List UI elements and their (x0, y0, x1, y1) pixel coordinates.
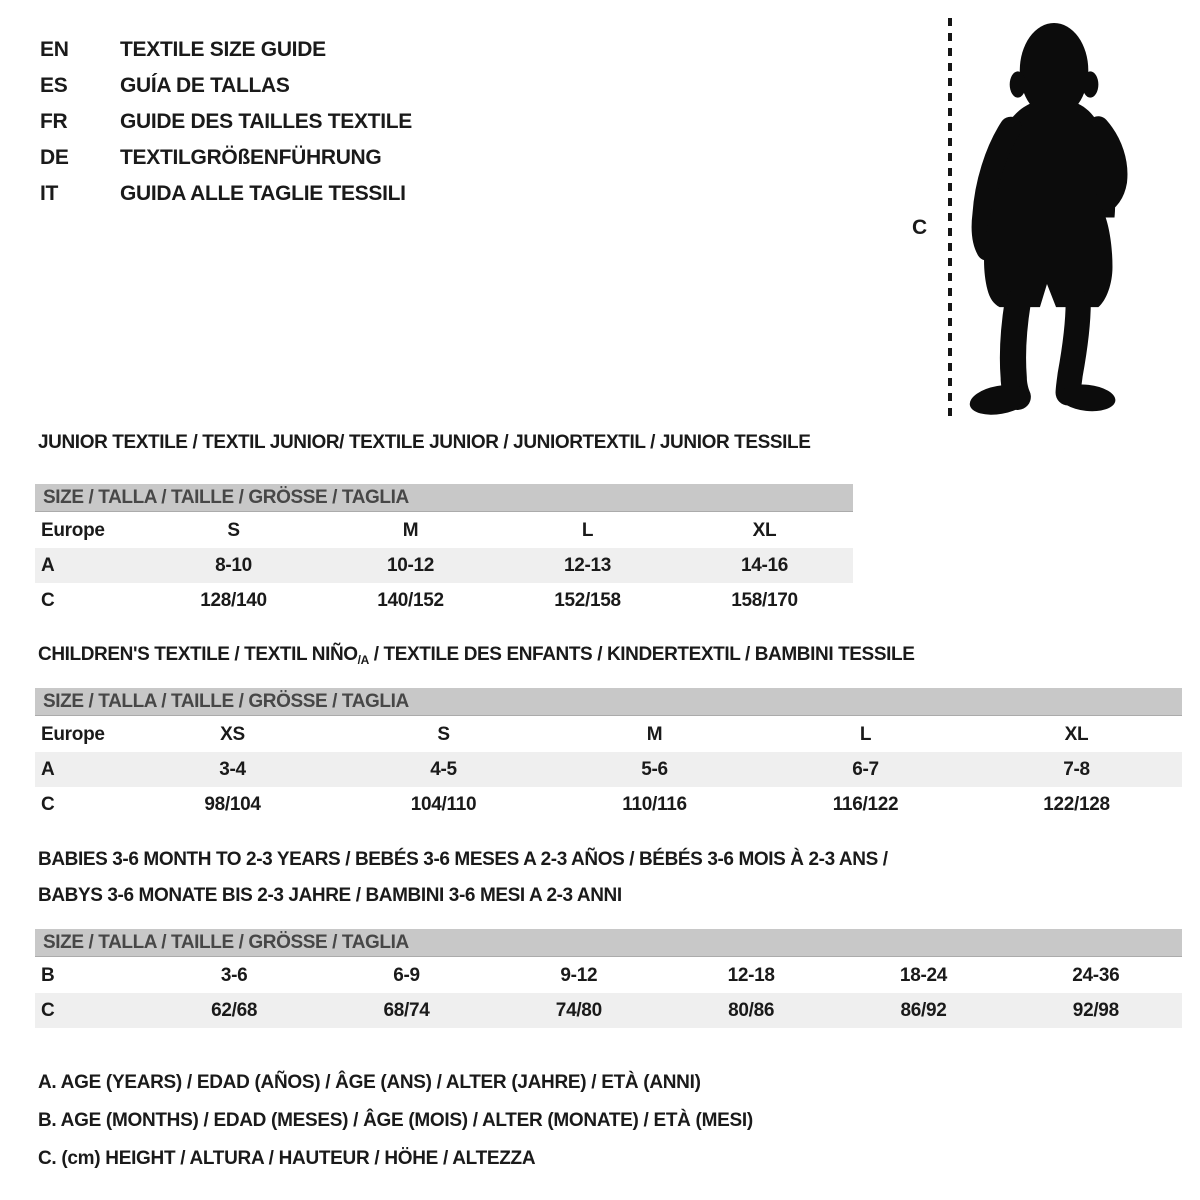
lang-title-en: TEXTILE SIZE GUIDE (120, 38, 326, 61)
lang-row-it (40, 176, 412, 212)
lang-row-de (40, 140, 412, 176)
children-size-cell: S (437, 723, 450, 745)
babies-height-cell: 74/80 (493, 993, 665, 1028)
children-age-cell: 3-4 (127, 752, 338, 787)
junior-size-cell: XL (752, 519, 777, 541)
babies-title-line1: BABIES 3-6 MONTH TO 2-3 YEARS / BEBÉS 3-6 MESES A 2-3 AÑOS / BÉBÉS 3-6 MOIS À 2-3 ANS / (38, 849, 888, 870)
junior-size-table (35, 513, 853, 618)
legend-age-years: A. AGE (YEARS) / EDAD (AÑOS) / ÂGE (ANS) / ALTER (JAHRE) / ETÀ (ANNI) (38, 1072, 701, 1093)
babies-months-cell: 6-9 (393, 964, 420, 986)
babies-size-table (35, 958, 1182, 1028)
children-height-cell: 122/128 (1043, 793, 1110, 815)
children-title-sub: /A (357, 653, 369, 667)
junior-height-cell: 152/158 (554, 589, 621, 611)
babies-months-cell: 9-12 (560, 964, 598, 986)
children-title-pre: CHILDREN'S TEXTILE / TEXTIL NIÑO (38, 644, 358, 665)
junior-row-height (35, 583, 853, 618)
junior-size-header-text: SIZE / TALLA / TAILLE / GRÖSSE / TAGLIA (43, 487, 409, 508)
children-size-cell: XS (220, 723, 245, 745)
children-age-cell: 6-7 (760, 752, 971, 787)
junior-height-cell: 140/152 (377, 589, 444, 611)
lang-title-es: GUÍA DE TALLAS (120, 74, 290, 97)
children-size-header-bar (35, 688, 1182, 716)
children-size-table (35, 717, 1182, 822)
babies-row-height (35, 993, 1182, 1028)
height-dashed-line (948, 18, 952, 416)
language-title-list (40, 32, 412, 212)
junior-height-cell: 128/140 (200, 589, 267, 611)
children-height-cell: 110/116 (622, 793, 687, 815)
junior-size-cell: M (402, 519, 419, 541)
height-measure-label: C (912, 216, 928, 239)
babies-months-cell: 12-18 (727, 964, 775, 986)
junior-section-title: JUNIOR TEXTILE / TEXTIL JUNIOR/ TEXTILE JUNIOR / JUNIORTEXTIL / JUNIOR TESSILE (38, 432, 811, 453)
babies-section-title (38, 842, 888, 914)
babies-height-cell: 86/92 (837, 993, 1009, 1028)
junior-row-label: Europe (41, 519, 105, 541)
children-size-cell: XL (1064, 723, 1089, 745)
babies-months-cell: 3-6 (220, 964, 248, 986)
babies-size-header-text: SIZE / TALLA / TAILLE / GRÖSSE / TAGLIA (43, 932, 409, 953)
children-height-cell: 98/104 (204, 793, 261, 815)
babies-height-cell: 68/74 (320, 993, 492, 1028)
children-size-header-text: SIZE / TALLA / TAILLE / GRÖSSE / TAGLIA (43, 691, 409, 712)
toddler-silhouette-icon (963, 20, 1135, 418)
children-size-cell: L (859, 723, 872, 745)
junior-row-europe (35, 513, 853, 548)
babies-months-cell: 24-36 (1072, 964, 1120, 986)
lang-code-es: ES (40, 74, 68, 97)
babies-months-cell: 18-24 (899, 964, 948, 986)
children-height-cell: 104/110 (410, 793, 477, 815)
children-row-europe (35, 717, 1182, 752)
junior-row-label: C (41, 589, 55, 611)
lang-title-de: TEXTILGRÖßENFÜHRUNG (120, 146, 382, 169)
babies-row-months (35, 958, 1182, 993)
babies-row-label: C (35, 993, 148, 1028)
lang-code-en: EN (40, 38, 69, 61)
children-age-cell: 4-5 (338, 752, 549, 787)
babies-title-line2: BABYS 3-6 MONATE BIS 2-3 JAHRE / BAMBINI 3-6 MESI A 2-3 ANNI (38, 885, 622, 906)
children-height-cell: 116/122 (832, 793, 899, 815)
junior-age-cell: 14-16 (676, 548, 853, 583)
junior-age-cell: 8-10 (145, 548, 322, 583)
lang-row-en (40, 32, 412, 68)
junior-age-cell: 10-12 (322, 548, 499, 583)
children-age-cell: 7-8 (971, 752, 1182, 787)
babies-height-cell: 80/86 (665, 993, 837, 1028)
children-row-label: Europe (41, 723, 105, 745)
lang-title-fr: GUIDE DES TAILLES TEXTILE (120, 110, 412, 133)
babies-row-label: B (41, 964, 55, 986)
children-row-age (35, 752, 1182, 787)
babies-size-header-bar (35, 929, 1182, 957)
junior-height-cell: 158/170 (731, 589, 798, 611)
lang-row-es (40, 68, 412, 104)
lang-code-de: DE (40, 146, 69, 169)
junior-size-header-bar (35, 484, 853, 512)
junior-size-cell: L (581, 519, 594, 541)
junior-row-age (35, 548, 853, 583)
legend-height-cm: C. (cm) HEIGHT / ALTURA / HAUTEUR / HÖHE / ALTEZZA (38, 1148, 536, 1169)
babies-height-cell: 62/68 (148, 993, 320, 1028)
children-title-post: / TEXTILE DES ENFANTS / KINDERTEXTIL / BAMBINI TESSILE (368, 644, 915, 665)
lang-title-it: GUIDA ALLE TAGLIE TESSILI (120, 182, 406, 205)
lang-code-it: IT (40, 182, 59, 205)
children-size-cell: M (646, 723, 663, 745)
lang-code-fr: FR (40, 110, 68, 133)
measurement-legend (38, 1064, 753, 1178)
children-row-label: C (41, 793, 55, 815)
legend-age-months: B. AGE (MONTHS) / EDAD (MESES) / ÂGE (MOIS) / ALTER (MONATE) / ETÀ (MESI) (38, 1110, 753, 1131)
children-row-label: A (35, 752, 127, 787)
junior-age-cell: 12-13 (499, 548, 676, 583)
lang-row-fr (40, 104, 412, 140)
junior-row-label: A (35, 548, 145, 583)
babies-height-cell: 92/98 (1010, 993, 1182, 1028)
children-row-height (35, 787, 1182, 822)
children-section-title (38, 644, 914, 667)
children-age-cell: 5-6 (549, 752, 760, 787)
junior-size-cell: S (227, 519, 240, 541)
